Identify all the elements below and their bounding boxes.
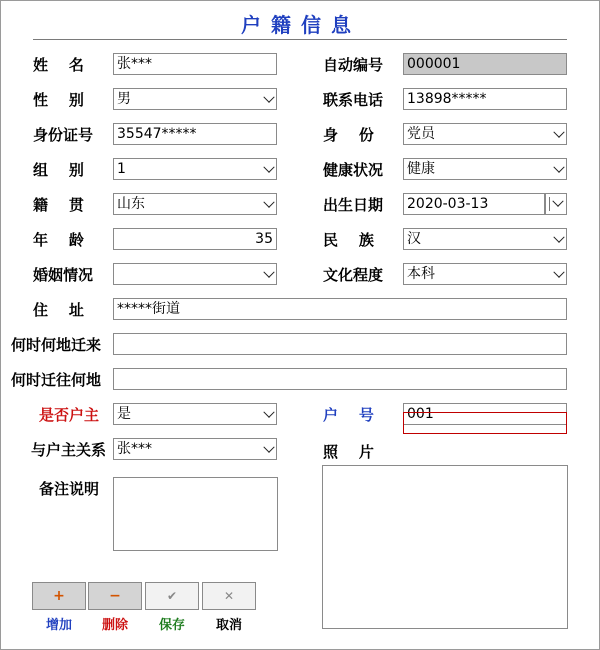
education-label: 文化程度	[323, 266, 384, 284]
chevron-down-icon	[552, 196, 563, 207]
household-no-label: 户 号	[323, 406, 374, 424]
native-place-value: 山东	[117, 196, 145, 212]
ethnicity-select[interactable]	[403, 228, 567, 250]
moved-to-label: 何时迁往何地	[11, 371, 102, 389]
address-label: 住 址	[33, 301, 84, 319]
plus-icon: +	[53, 588, 65, 604]
delete-button-label[interactable]: 删除	[101, 618, 128, 633]
chevron-down-icon	[553, 267, 564, 278]
photo-frame[interactable]	[322, 465, 568, 629]
group-label: 组 别	[33, 161, 84, 179]
chevron-down-icon	[553, 127, 564, 138]
phone-label: 联系电话	[323, 91, 384, 109]
chevron-down-icon	[263, 442, 274, 453]
moved-from-field[interactable]	[113, 333, 567, 355]
group-value: 1	[117, 161, 126, 177]
moved-to-field[interactable]	[113, 368, 567, 390]
cancel-button-label[interactable]: 取消	[215, 618, 242, 633]
is-householder-value: 是	[117, 406, 131, 422]
relation-select[interactable]	[113, 438, 277, 460]
add-button[interactable]	[32, 582, 86, 610]
ethnicity-label: 民 族	[323, 231, 374, 249]
identity-value: 党员	[407, 126, 435, 142]
health-label: 健康状况	[323, 161, 384, 179]
add-button-label[interactable]: 增加	[45, 618, 72, 633]
remarks-label: 备注说明	[39, 480, 100, 498]
marital-label: 婚姻情况	[33, 266, 94, 284]
check-icon: ✔	[166, 589, 178, 603]
chevron-down-icon	[553, 232, 564, 243]
ethnicity-value: 汉	[407, 231, 421, 247]
delete-button[interactable]	[88, 582, 142, 610]
health-value: 健康	[407, 161, 435, 177]
health-select[interactable]	[403, 158, 567, 180]
date-picker-button[interactable]	[545, 193, 567, 215]
id-number-label: 身份证号	[33, 126, 94, 144]
moved-from-label: 何时何地迁来	[11, 336, 102, 354]
auto-id-field: 000001	[403, 53, 567, 75]
photo-label: 照 片	[323, 443, 374, 461]
name-label: 姓 名	[33, 56, 84, 74]
chevron-down-icon	[553, 162, 564, 173]
is-householder-label: 是否户主	[39, 406, 100, 424]
validation-highlight	[403, 412, 567, 434]
is-householder-select[interactable]	[113, 403, 277, 425]
chevron-down-icon	[263, 267, 274, 278]
cancel-button[interactable]	[202, 582, 256, 610]
relation-value: 张***	[117, 441, 152, 457]
gender-label: 性 别	[33, 91, 84, 109]
birth-date-label: 出生日期	[323, 196, 384, 214]
divider	[549, 197, 550, 211]
title-divider	[33, 39, 567, 40]
chevron-down-icon	[263, 197, 274, 208]
id-number-field[interactable]: 35547*****	[113, 123, 277, 145]
marital-select[interactable]	[113, 263, 277, 285]
identity-label: 身 份	[323, 126, 374, 144]
relation-label: 与户主关系	[31, 441, 107, 459]
form-title: 户籍信息	[241, 13, 361, 37]
save-button-label[interactable]: 保存	[158, 618, 185, 633]
gender-value: 男	[117, 91, 131, 107]
close-icon: ✕	[223, 589, 235, 603]
native-place-label: 籍 贯	[33, 196, 84, 214]
remarks-textarea[interactable]	[113, 477, 278, 551]
gender-select[interactable]	[113, 88, 277, 110]
phone-field[interactable]: 13898*****	[403, 88, 567, 110]
chevron-down-icon	[263, 92, 274, 103]
household-no-value: 001	[407, 406, 434, 422]
age-label: 年 龄	[33, 231, 84, 249]
minus-icon: −	[109, 588, 121, 604]
save-button[interactable]	[145, 582, 199, 610]
native-place-select[interactable]	[113, 193, 277, 215]
education-select[interactable]	[403, 263, 567, 285]
address-field[interactable]: *****街道	[113, 298, 567, 320]
age-field[interactable]: 35	[113, 228, 277, 250]
identity-select[interactable]	[403, 123, 567, 145]
name-field[interactable]: 张***	[113, 53, 277, 75]
chevron-down-icon	[263, 162, 274, 173]
birth-date-field[interactable]: 2020-03-13	[403, 193, 545, 215]
education-value: 本科	[407, 266, 435, 282]
auto-id-label: 自动编号	[323, 56, 384, 74]
group-select[interactable]	[113, 158, 277, 180]
chevron-down-icon	[263, 407, 274, 418]
